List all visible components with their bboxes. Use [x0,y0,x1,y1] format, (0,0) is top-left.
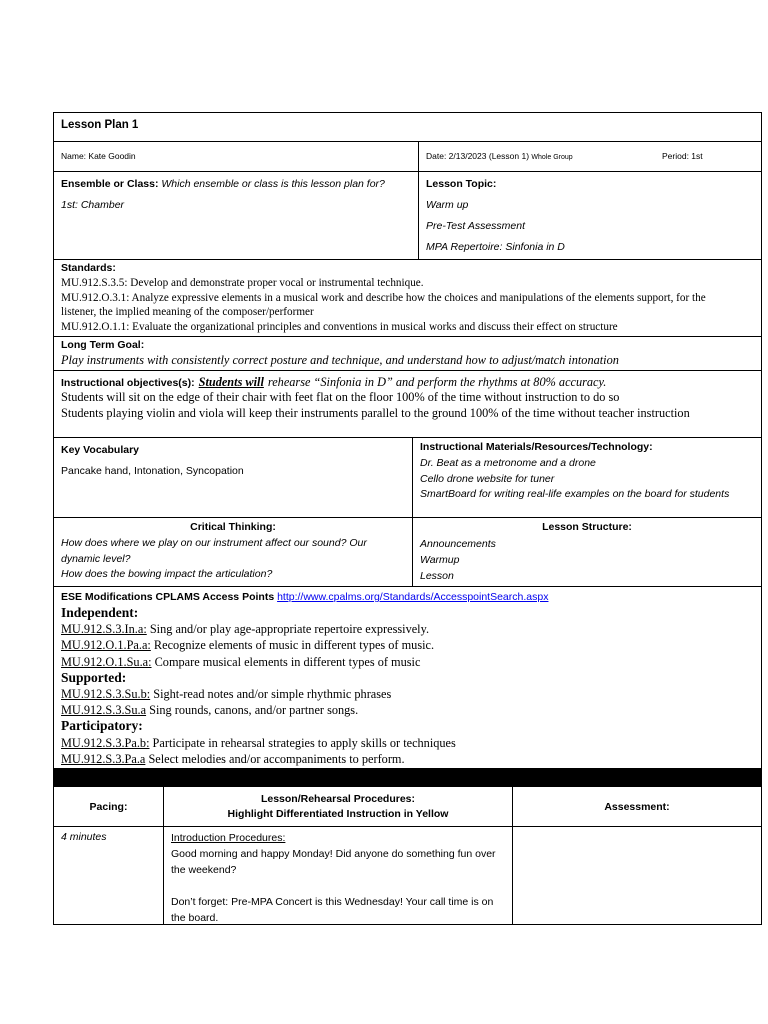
pacing-cell [54,827,164,924]
procedures-subheader: Highlight Differentiated Instruction in Yellow [227,807,449,820]
access-point [61,735,456,751]
access-point-text: Compare musical elements in different types of music [151,654,421,669]
material-item: Cello drone website for tuner [420,472,555,485]
date-cell [419,142,761,171]
critical-thinking-label: Critical Thinking: [190,521,276,533]
ensemble-label: Ensemble or Class: [61,178,159,190]
access-point-code: MU.912.S.3.Pa.b: [61,735,150,750]
material-item: Dr. Beat as a metronome and a drone [420,457,596,469]
vocab-materials-row [53,438,762,518]
long-term-goal-row [53,337,762,371]
structure-item: Announcements [420,538,496,550]
ese-row [53,587,762,769]
standard-item: MU.912.O.1.1: Evaluate the organizational principles and conventions in musical works and discuss their effect on structure [61,320,618,333]
access-point [61,702,456,718]
access-point-text: Participate in rehearsal strategies to apply skills or techniques [149,735,456,750]
procedures-header-row [53,787,762,827]
pacing-header: Pacing: [89,800,128,813]
procedure-cell [164,827,513,924]
standard-item: MU.912.S.3.5: Develop and demonstrate proper vocal or instrumental technique. [61,277,424,289]
procedure-paragraph: Don’t forget: Pre-MPA Concert is this Wednesday! Your call time is on the board. [171,896,494,924]
access-point-code: MU.912.O.1.Su.a: [61,654,152,669]
materials-label: Instructional Materials/Resources/Technology: [420,441,653,453]
objectives-list [61,389,721,421]
materials-cell [413,438,761,517]
procedure-title: Introduction Procedures: [171,832,286,844]
long-term-goal-label: Long Term Goal: [61,339,145,351]
teacher-name: Name: Kate Goodin [61,151,136,161]
access-point [61,654,456,670]
students-will: Students will [198,375,264,389]
ensemble-prompt: Which ensemble or class is this lesson plan for? [161,178,385,190]
ensemble-topic-row [53,172,762,260]
pacing-header-cell [54,787,164,826]
access-point-code: MU.912.S.3.Pa.a [61,751,146,766]
ese-group-heading: Participatory: [61,718,143,734]
lesson-plan-document [53,112,762,925]
access-point-text: Recognize elements of music in different types of music. [150,638,435,653]
materials-list [420,456,755,503]
critical-thinking-list [61,536,406,583]
title-row [53,112,762,142]
standards-label: Standards: [61,262,116,274]
key-vocabulary-text: Pancake hand, Intonation, Syncopation [61,465,244,477]
ese-groups [61,605,456,767]
procedure-paragraph: Good morning and happy Monday! Did anyone do something fun over the weekend? [171,848,496,876]
critical-thinking-cell [54,518,413,586]
procedures-header: Lesson/Rehearsal Procedures: [260,792,416,805]
objective-item: Students playing violin and viola will keep their instruments parallel to the ground 100% of the time without teacher instruction [61,406,690,420]
access-point-text: Select melodies and/or accompaniments to perform. [145,751,405,766]
ese-label: ESE Modifications CPLAMS Access Points [61,591,275,603]
lesson-topic-label: Lesson Topic: [426,178,497,190]
procedure-content [171,830,506,926]
access-point-text: Sight-read notes and/or simple rhythmic phrases [150,687,392,702]
assessment-header-cell [513,787,761,826]
access-point-code: MU.912.O.1.Pa.a: [61,638,151,653]
ese-header [61,591,548,603]
name-cell [54,142,419,171]
critical-question: How does the bowing impact the articulation? [61,568,273,580]
cpalms-link[interactable]: http://www.cpalms.org/Standards/AccesspointSearch.aspx [277,591,549,603]
period: Period: 1st [662,151,703,161]
critical-question: How does where we play on our instrument affect our sound? Our dynamic level? [61,537,367,565]
access-point-code: MU.912.S.3.In.a: [61,622,147,637]
objective-first: rehearse “Sinfonia in D” and perform the rhythms at 80% accuracy. [267,375,607,389]
group-type: Whole Group [531,154,573,161]
key-vocabulary-label: Key Vocabulary [61,444,140,456]
structure-item: Lesson [420,570,454,582]
access-point [61,621,456,637]
access-point [61,751,456,767]
access-point-text: Sing and/or play age-appropriate repertoire expressively. [146,622,430,637]
ensemble-line [61,178,385,190]
lesson-structure-cell [413,518,761,586]
access-point [61,686,456,702]
long-term-goal-text: Play instruments with consistently correct posture and technique, and understand how to adjust/match intonation [61,353,619,367]
access-point-code: MU.912.S.3.Su.b: [61,687,151,702]
lesson-number: (Lesson 1) [488,151,530,161]
ensemble-value: 1st: Chamber [61,199,125,211]
standards-list [61,276,721,334]
material-item: SmartBoard for writing real-life examples on the board for students [420,488,730,500]
lesson-topic-cell [419,172,761,259]
lesson-structure-label: Lesson Structure: [542,521,632,533]
topic-item: Warm up [426,199,469,211]
section-divider [53,769,762,787]
structure-item: Warmup [420,554,460,566]
vocab-cell [54,438,413,517]
topic-item: MPA Repertoire: Sinfonia in D [426,241,565,253]
ese-group-heading: Supported: [61,669,127,685]
standard-item: MU.912.O.3.1: Analyze expressive elements in a musical work and describe how the choices and manipulations of the elements support, for the listener, the implied meaning of the composer/performer [61,291,706,318]
access-point-code: MU.912.S.3.Su.a [61,703,147,718]
objective-item: Students will sit on the edge of their chair with feet flat on the floor 100% of the time without instruction to do so [61,390,620,404]
pacing-value: 4 minutes [61,831,107,843]
access-point-text: Sing rounds, canons, and/or partner songs. [146,703,359,718]
standards-row [53,260,762,337]
assessment-header: Assessment: [604,800,670,813]
lesson-date [426,151,573,161]
topic-item: Pre-Test Assessment [426,220,526,232]
procedure-row [53,827,762,925]
critical-structure-row [53,518,762,587]
access-point [61,637,456,653]
ese-group-heading: Independent: [61,605,139,620]
date-label: Date: 2/13/2023 [426,151,487,161]
ensemble-cell [54,172,419,259]
objectives-label: Instructional objectives(s): [61,377,195,389]
lesson-structure-list [420,536,496,584]
lesson-plan-title: Lesson Plan 1 [61,119,139,131]
name-date-row [53,142,762,172]
assessment-cell [513,827,761,924]
procedures-header-cell [164,787,513,826]
objectives-row [53,371,762,438]
